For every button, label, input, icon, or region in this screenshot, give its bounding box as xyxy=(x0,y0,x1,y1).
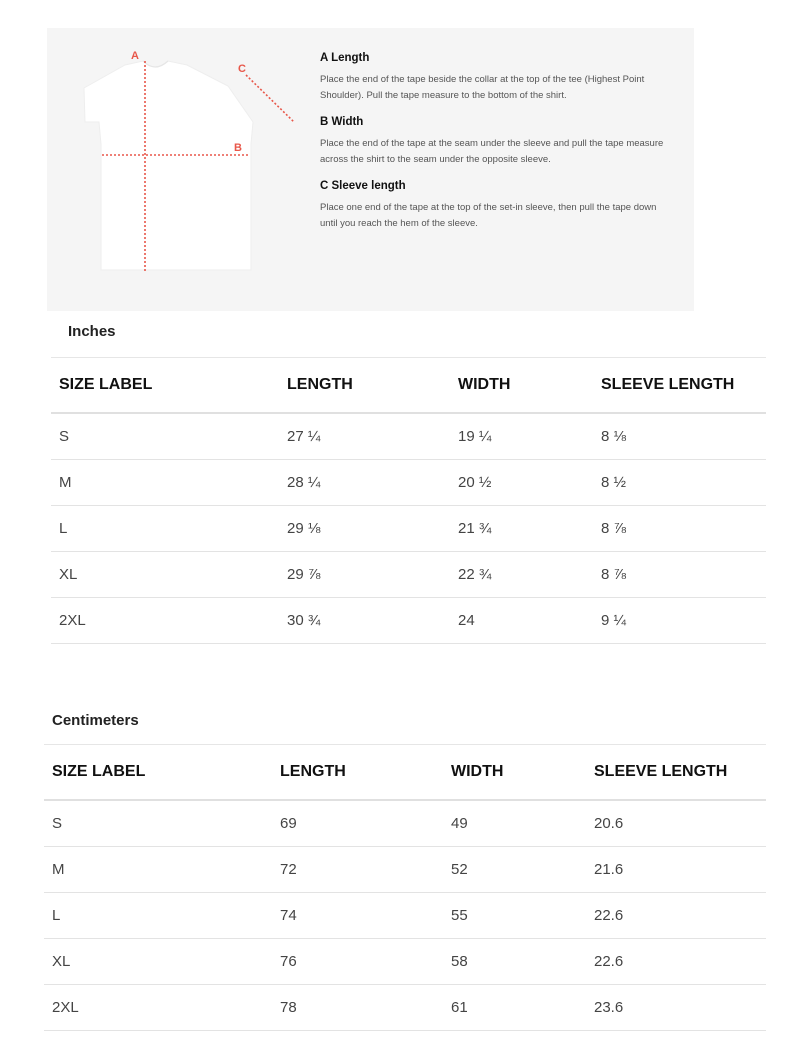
cell-width: 49 xyxy=(443,800,586,847)
cell-size: XL xyxy=(44,939,272,985)
header-size-label: SIZE LABEL xyxy=(51,358,279,414)
table-row xyxy=(44,800,766,847)
label-c: C xyxy=(238,63,246,75)
instruction-text: Place one end of the tape at the top of the set-in sleeve, then pull the tape down until you reach the hem of the sleeve. xyxy=(320,202,657,229)
cell-sleeve-length: 22.6 xyxy=(586,893,766,939)
table-header-row xyxy=(51,358,766,414)
inches-section-title: Inches xyxy=(68,323,116,340)
cell-length: 76 xyxy=(272,939,443,985)
cell-sleeve-length: 22.6 xyxy=(586,939,766,985)
cell-width: 19 ¼ xyxy=(450,413,593,460)
centimeters-size-table xyxy=(44,744,766,1031)
cell-size: S xyxy=(51,413,279,460)
cell-width: 20 ½ xyxy=(450,460,593,506)
cell-length: 72 xyxy=(272,847,443,893)
table-row xyxy=(44,847,766,893)
cell-size: M xyxy=(44,847,272,893)
centimeters-section-title: Centimeters xyxy=(52,712,139,729)
cell-width: 22 ¾ xyxy=(450,552,593,598)
measurement-guide xyxy=(47,28,694,311)
cell-sleeve-length: 9 ¼ xyxy=(593,598,766,644)
header-width: WIDTH xyxy=(450,358,593,414)
label-a: A xyxy=(131,50,139,62)
cell-sleeve-length: 23.6 xyxy=(586,985,766,1031)
instruction-title: A Length xyxy=(320,52,370,64)
cell-size: 2XL xyxy=(51,598,279,644)
inches-size-table xyxy=(51,357,766,644)
tshirt-shape xyxy=(84,61,253,270)
cell-sleeve-length: 8 ⅛ xyxy=(593,413,766,460)
cell-sleeve-length: 8 ⅞ xyxy=(593,506,766,552)
cell-length: 27 ¼ xyxy=(279,413,450,460)
header-sleeve-length: SLEEVE LENGTH xyxy=(586,745,766,801)
cell-width: 55 xyxy=(443,893,586,939)
cell-length: 78 xyxy=(272,985,443,1031)
cell-sleeve-length: 20.6 xyxy=(586,800,766,847)
table-row xyxy=(51,460,766,506)
cell-width: 52 xyxy=(443,847,586,893)
instruction-text: Place the end of the tape at the seam under the sleeve and pull the tape measure across the shirt to the seam under the opposite sleeve. xyxy=(320,138,664,165)
table-row xyxy=(51,552,766,598)
cell-length: 29 ⅛ xyxy=(279,506,450,552)
instruction-text: Place the end of the tape beside the collar at the top of the tee (Highest Point Shoulder). Pull the tape measure to the bottom of the shirt. xyxy=(320,74,645,101)
cell-size: L xyxy=(44,893,272,939)
header-sleeve-length: SLEEVE LENGTH xyxy=(593,358,766,414)
cell-width: 61 xyxy=(443,985,586,1031)
cell-size: 2XL xyxy=(44,985,272,1031)
table-row xyxy=(51,413,766,460)
instruction-width xyxy=(320,116,675,167)
cell-length: 69 xyxy=(272,800,443,847)
cell-sleeve-length: 8 ⅞ xyxy=(593,552,766,598)
cell-sleeve-length: 8 ½ xyxy=(593,460,766,506)
table-header-row xyxy=(44,745,766,801)
cell-size: L xyxy=(51,506,279,552)
tshirt-diagram xyxy=(47,28,307,311)
measurement-instructions xyxy=(320,52,675,244)
table-row xyxy=(44,893,766,939)
cell-length: 29 ⅞ xyxy=(279,552,450,598)
table-row xyxy=(51,598,766,644)
header-size-label: SIZE LABEL xyxy=(44,745,272,801)
table-row xyxy=(51,506,766,552)
instruction-sleeve-length xyxy=(320,180,675,231)
header-width: WIDTH xyxy=(443,745,586,801)
cell-width: 24 xyxy=(450,598,593,644)
table-row xyxy=(44,939,766,985)
line-c xyxy=(246,75,294,122)
instruction-title: B Width xyxy=(320,116,364,128)
header-length: LENGTH xyxy=(272,745,443,801)
cell-size: XL xyxy=(51,552,279,598)
instruction-title: C Sleeve length xyxy=(320,180,406,192)
cell-size: M xyxy=(51,460,279,506)
cell-length: 74 xyxy=(272,893,443,939)
instruction-length xyxy=(320,52,675,103)
label-b: B xyxy=(234,142,242,154)
cell-width: 58 xyxy=(443,939,586,985)
cell-length: 28 ¼ xyxy=(279,460,450,506)
cell-width: 21 ¾ xyxy=(450,506,593,552)
cell-sleeve-length: 21.6 xyxy=(586,847,766,893)
table-row xyxy=(44,985,766,1031)
header-length: LENGTH xyxy=(279,358,450,414)
cell-length: 30 ¾ xyxy=(279,598,450,644)
cell-size: S xyxy=(44,800,272,847)
